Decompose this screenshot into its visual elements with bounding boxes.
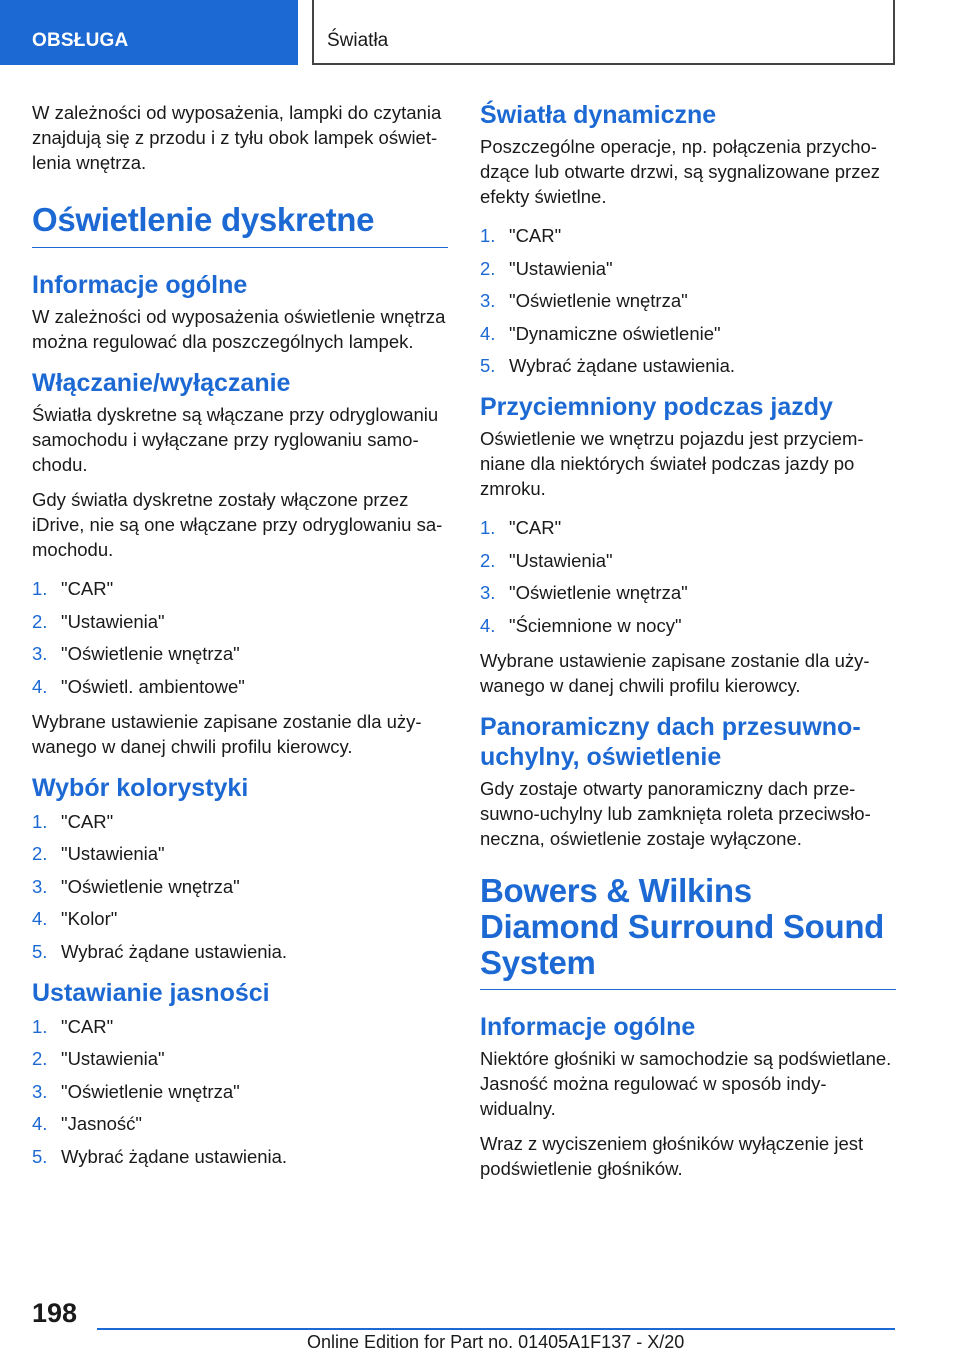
page-number: 198 bbox=[32, 1298, 78, 1328]
step-text: "Jasność" bbox=[61, 1113, 143, 1134]
list-item bbox=[32, 609, 448, 634]
step-text: Wybrać żądane ustawienia. bbox=[509, 355, 736, 376]
step-number: 1. bbox=[480, 517, 496, 538]
heading-color-selection: Wybór kolorystyki bbox=[32, 773, 249, 802]
chapter-title: Światła bbox=[327, 30, 389, 51]
step-text: "Ustawienia" bbox=[61, 1048, 165, 1069]
list-item bbox=[32, 1014, 448, 1039]
step-number: 5. bbox=[32, 940, 48, 962]
step-text: "CAR" bbox=[61, 1015, 114, 1037]
step-number: 3. bbox=[480, 290, 496, 311]
step-number: 4. bbox=[480, 614, 496, 636]
step-text: "Dynamiczne oświetlenie" bbox=[509, 322, 721, 344]
step-text: "CAR" bbox=[61, 810, 114, 832]
step-text: "Ściemnione w nocy" bbox=[509, 614, 682, 636]
list-item bbox=[32, 1111, 448, 1136]
list-item bbox=[32, 674, 448, 699]
step-number: 4. bbox=[32, 908, 48, 929]
list-item bbox=[480, 256, 896, 281]
step-number: 1. bbox=[480, 225, 496, 246]
step-text: "Oświetl. ambientowe" bbox=[61, 675, 245, 697]
heading-dimmed-while-driving: Przyciemniony podczas jazdy bbox=[480, 393, 833, 421]
bw-paragraph-2: Wraz z wyciszeniem głośników wyłączenie jest podświetlenie głośników. bbox=[480, 1132, 864, 1179]
heading-discreet-lighting: Oświetlenie dyskretne bbox=[32, 201, 448, 248]
list-item bbox=[480, 580, 896, 605]
chapter-title-box bbox=[312, 0, 895, 65]
step-number: 1. bbox=[32, 1015, 48, 1037]
list-item bbox=[480, 515, 896, 540]
list-item bbox=[32, 906, 448, 931]
list-item bbox=[32, 1046, 448, 1071]
heading-general-info: Informacje ogólne bbox=[32, 271, 248, 299]
step-text: "CAR" bbox=[509, 517, 562, 538]
dimmed-note: Wybrane ustawienie zapisane zostanie dla używanego w danej chwili profilu kierowcy. bbox=[480, 649, 870, 696]
step-number: 4. bbox=[480, 322, 496, 344]
step-text: "Ustawienia" bbox=[61, 843, 165, 864]
step-text: "Ustawienia" bbox=[61, 610, 165, 632]
step-text: Wybrać żądane ustawienia. bbox=[61, 940, 288, 962]
brightness-steps bbox=[32, 1014, 448, 1169]
on-off-paragraph-2: Gdy światła dyskretne zostały włączone przez iDrive, nie są one włączane przy odryglowaniu samochodu. bbox=[32, 489, 443, 560]
list-item bbox=[32, 939, 448, 964]
intro-paragraph: W zależności od wyposażenia, lampki do czytania znajdują się z przodu i z tyłu obok lampek oświetlenia wnętrza. bbox=[32, 102, 442, 173]
heading-panoramic-roof: Panoramiczny dach przesuwno-uchylny, oświetlenie bbox=[480, 712, 861, 771]
step-text: "Oświetlenie wnętrza" bbox=[61, 875, 240, 897]
list-item bbox=[480, 288, 896, 313]
list-item bbox=[480, 613, 896, 638]
step-number: 1. bbox=[32, 810, 48, 832]
footer-divider bbox=[97, 1328, 895, 1330]
heading-brightness: Ustawianie jasności bbox=[32, 978, 270, 1007]
list-item bbox=[480, 353, 896, 378]
step-number: 2. bbox=[32, 1048, 48, 1069]
heading-bw-general-info: Informacje ogólne bbox=[480, 1012, 696, 1041]
step-number: 3. bbox=[480, 582, 496, 603]
dynamic-lights-paragraph: Poszczególne operacje, np. połączenia przychodzące lub otwarte drzwi, są sygnalizowane przez efekty świetlne. bbox=[480, 136, 880, 207]
step-text: "Ustawienia" bbox=[509, 257, 613, 279]
heading-dynamic-lights: Światła dynamiczne bbox=[480, 101, 717, 129]
section-tab bbox=[0, 0, 298, 65]
list-item bbox=[32, 874, 448, 899]
color-steps bbox=[32, 809, 448, 964]
step-number: 2. bbox=[32, 843, 48, 864]
step-text: "Oświetlenie wnętrza" bbox=[61, 1080, 240, 1102]
step-number: 2. bbox=[480, 549, 496, 571]
left-column bbox=[32, 100, 448, 1179]
step-number: 3. bbox=[32, 875, 48, 897]
step-text: "Ustawienia" bbox=[509, 549, 613, 571]
step-number: 3. bbox=[32, 1080, 48, 1102]
step-text: "Kolor" bbox=[61, 908, 118, 929]
on-off-note: Wybrane ustawienie zapisane zostanie dla używanego w danej chwili profilu kierowcy. bbox=[32, 710, 422, 757]
panoramic-roof-paragraph: Gdy zostaje otwarty panoramiczny dach przesuwno-uchylny lub zamknięta roleta przeciwsłoneczna, oświetlenie zostaje wyłączone. bbox=[480, 777, 871, 849]
dimmed-steps bbox=[480, 515, 896, 638]
list-item bbox=[32, 1144, 448, 1169]
step-number: 2. bbox=[480, 257, 496, 279]
list-item bbox=[32, 641, 448, 666]
step-text: "CAR" bbox=[61, 578, 114, 599]
on-off-paragraph-1: Światła dyskretne są włączane przy odryglowaniu samochodu i wyłączane przy ryglowaniu samochodu. bbox=[32, 404, 439, 475]
dynamic-steps bbox=[480, 223, 896, 378]
list-item bbox=[32, 1079, 448, 1104]
right-column bbox=[480, 100, 896, 1191]
step-text: "Oświetlenie wnętrza" bbox=[61, 643, 240, 664]
step-number: 2. bbox=[32, 610, 48, 632]
section-label: OBSŁUGA bbox=[32, 30, 129, 51]
list-item bbox=[480, 321, 896, 346]
on-off-steps bbox=[32, 576, 448, 699]
step-number: 1. bbox=[32, 578, 48, 599]
step-number: 5. bbox=[32, 1145, 48, 1167]
step-text: "Oświetlenie wnętrza" bbox=[509, 290, 688, 311]
list-item bbox=[32, 576, 448, 601]
heading-bowers-wilkins: Bowers & Wilkins Diamond Surround Sound System bbox=[480, 873, 896, 990]
step-text: "Oświetlenie wnętrza" bbox=[509, 582, 688, 603]
step-number: 3. bbox=[32, 643, 48, 664]
bw-paragraph-1: Niektóre głośniki w samochodzie są podświetlane. Jasność można regulować w sposób indywidualny. bbox=[480, 1047, 892, 1119]
step-text: "CAR" bbox=[509, 225, 562, 246]
list-item bbox=[32, 809, 448, 834]
footer-edition: Online Edition for Part no. 01405A1F137 - X/20 bbox=[307, 1332, 685, 1352]
general-info-paragraph: W zależności od wyposażenia oświetlenie wnętrza można regulować dla poszczególnych lampek. bbox=[32, 306, 446, 352]
dimmed-paragraph: Oświetlenie we wnętrzu pojazdu jest przyciemniane dla niektórych świateł podczas jazdy po zmroku. bbox=[480, 428, 864, 499]
step-number: 4. bbox=[32, 1113, 48, 1134]
heading-on-off: Włączanie/wyłączanie bbox=[32, 369, 291, 397]
list-item bbox=[480, 548, 896, 573]
list-item bbox=[32, 841, 448, 866]
step-text: Wybrać żądane ustawienia. bbox=[61, 1145, 288, 1167]
list-item bbox=[480, 223, 896, 248]
step-number: 5. bbox=[480, 355, 496, 376]
step-number: 4. bbox=[32, 675, 48, 697]
